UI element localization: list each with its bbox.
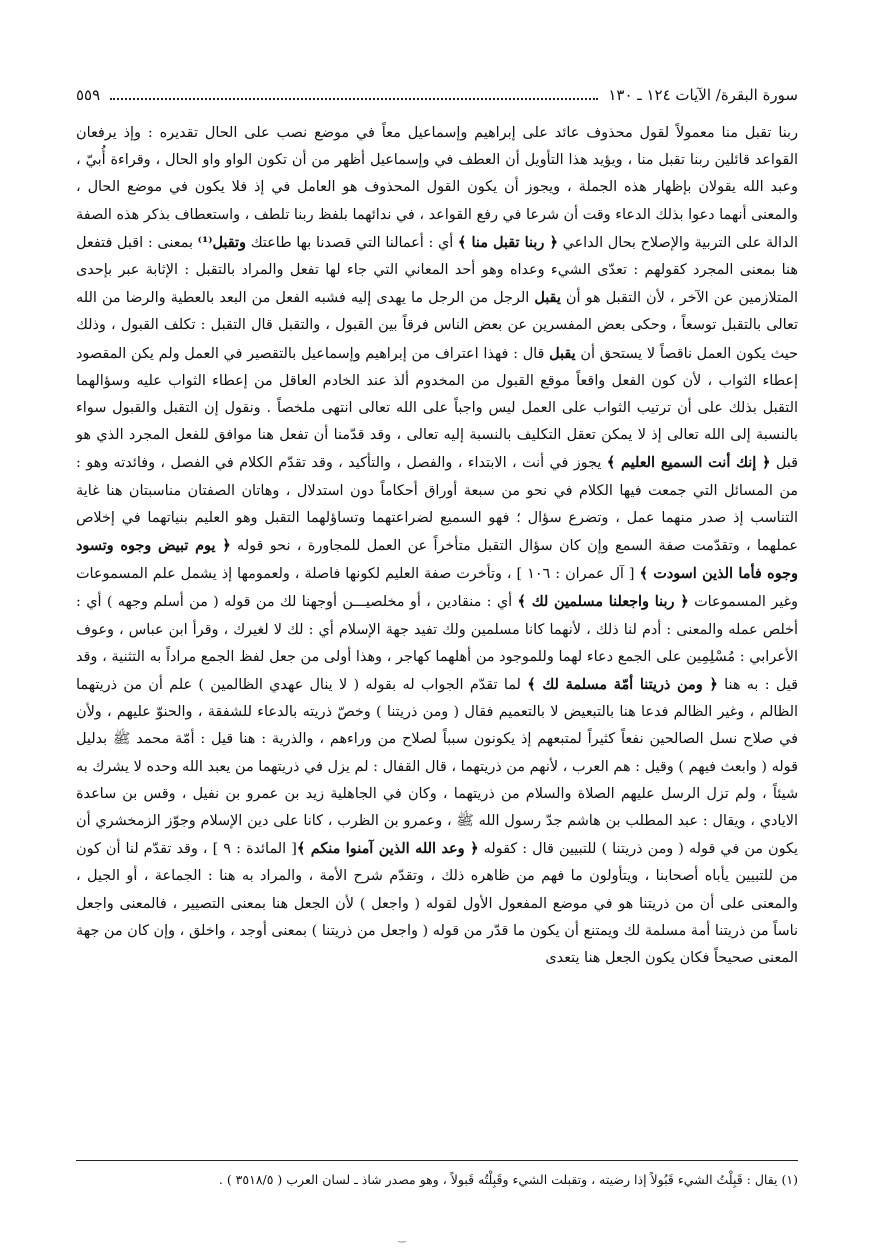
quran-phrase: ﴿ ربنا تقبل منا ﴾ [457, 233, 558, 251]
quran-phrase: وتقبل⁽¹⁾ [197, 233, 247, 251]
footnote: (١) يقال : قَبِلْتُ الشيء قَبُولاً إذا رضيته ، وتقبلت الشيء وقَبِلْتُه قَبولاً ، وهو مصدر شاذ ـ لسان العرب ( ٣٥١٨/٥ ) . [218, 1172, 798, 1187]
text-segment: أي : منقادين ، أو مخلصيـــن أوجهنا لك من قوله ( من أسلم وجهه ) أي : أخلص عمله والمعنى : أدم لنا ذلك ، لأنهما كانا مسلمين ولك تفيد جهة الإسلام أي : لك لا لغيرك ، وقرأ ابن عباس ، وعوف الأعرابي : مُسْلِمِين على الجمع دعاء لهما وللموجود من أهلهما كهاجر ، وهذا أولى من جعل لفظ الجمع مراداً به التثنية ، وقد قيل : به هنا [76, 594, 798, 694]
quran-phrase: ﴿ إنك أنت السميع العليم ﴾ [606, 454, 771, 472]
footnote-separator [76, 1160, 798, 1161]
text-segment: لما تقدّم الجواب له بقوله ( لا ينال عهدي الظالمين ) علم أن من ذريتهما الظالم ، وغير الظالم فدعا هنا بالتبعيض لا بالتعميم فقال ( ومن ذريتنا ) وخصّ ذريته بالدعاء للشفقة ، والحنوّ عليهم ، ولأن في صلاح نسل الصالحين نفعاً كثيراً لمتبعهم إذ يكونون سبباً لصلاح من وراءهم ، والذرية : هنا قيل : أمّة محمد ﷺ بدليل قوله ( وابعث فيهم ) وقيل : هم العرب ، لأنهم من ذريتهما ، قال القفال : لم يزل في ذريتهما من يعبد الله وحده لا يشرك به شيئاً ، ولم تزل الرسل عليهم الصلاة والسلام من ذريتهما ، وكان في الجاهلية زيد بن عمرو بن نفيل ، وقس بن ساعدة الايادي ، ويقال : عبد المطلب بن هاشم جدّ رسول الله ﷺ ، وعمرو بن الظرب ، كانا على دين الإسلام وجوّز الزمخشري أن يكون من في قوله ( ومن ذريتنا ) للتبيين قال : كقوله [76, 677, 798, 858]
text-segment: [ المائدة : ٩ ] ، وقد تقدّم لنا أن كون من للتبيين يأباه أصحابنا ، ويتأولون ما فهم من ظاهره ذلك ، وتقدّم شرح الأمة ، والمراد به هنا : الجماعة ، أو الجيل ، والمعنى على أن من ذريتنا هو في موضع المفعول الأول لقوله ( واجعل ) لأن الجعل هنا بمعنى التصيير ، فالمعنى واجعل ناساً من ذريتنا أمة مسلمة لك ويمتنع أن يكون ما قدّر من قوله ( واجعل من ذريتنا ) بمعنى أوجد ، واخلق ، وإن كان من جهة المعنى صحيحاً فكان يكون الجعل هنا يتعدى [76, 841, 798, 967]
page-number: ٥٥٩ [76, 86, 101, 104]
quran-phrase: ﴿ يوم تبيض وجوه وتسود وجوه فأما الذين اسودت ﴾ [76, 537, 798, 583]
quran-phrase: ﴿ ربنا واجعلنا مسلمين لك ﴾ [517, 593, 689, 611]
text-segment: يجوز في أنت ، الابتداء ، والفصل ، والتأكيد ، وقد تقدّم الكلام في الفصل ، وفائدته وهو : من المسائل التي جمعت فيها الكلام في نحو من سبعة أوراق أحكاماً دون استدلال ، وهاتان الصفتان مناسبتان هنا غاية التناسب إذ صدر منهما عمل ، وتضرع سؤال ؛ فهو السميع لضراعتهما وتساؤلهما التقبل وهو العليم بنياتهما في إخلاص عملهما ، وتقدّمت صفة السمع وإن كان سؤال التقبل متأخراً عن العمل للمجاورة ، نحو قوله [76, 455, 798, 555]
text-segment: قال : فهذا اعتراف من إبراهيم وإسماعيل بالتقصير في العمل ولم يكن المقصود إعطاء الثواب ، لأن كون الفعل واقعاً موقع القبول من المخدوم ألذ عند الخادم العاقل من إعطاء الثواب عليه وسؤالهما التقبل بذلك على أن ترتيب الثواب على العمل ليس واجباً على الله تعالى انتهى ملخصاً . ونقول إن التقبل والقبول سواء بالنسبة إلى الله تعالى إذ لا يمكن تعقل التكليف بالنسبة إليه تعالى ، وقد قدّمنا أن تفعل هنا موافق للفعل المجرد الذي هو قبل [76, 345, 798, 472]
scan-mark: ‿ [398, 1232, 407, 1243]
quran-phrase: ﴿ ومن ذريتنا أمّة مسلمة لك ﴾ [527, 676, 718, 694]
text-segment: أي : أعمالنا التي قصدنا بها طاعتك [246, 234, 458, 251]
text-segment: ربنا تقبل منا معمولاً لقول محذوف عائد على إبراهيم وإسماعيل معاً في موضع نصب على الحال تقديره : وإذ يرفعان القواعد قائلين ربنا تقبل منا ، ويؤيد هذا التأويل أن العطف في وإسماعيل أظهر من أن تكون الواو واو الحال ، وقراءة أُبيّ ، وعبد الله يقولان بإظهار هذه الجملة ، ويجوز أن يكون القول المحذوف هو العامل في إذ فلا يكون في موضع الحال ، والمعنى أنهما دعوا بذلك الدعاء وقت أن شرعا في رفع القواعد ، في ندائهما بلفظ ربنا تلطف ، واستعطاف بذكر هذه الصفة الدالة على التربية والإصلاح بحال الداعي [76, 125, 798, 251]
tafsir-paragraph [76, 120, 798, 972]
quran-phrase: يقبل [549, 344, 576, 362]
quran-phrase: يقبل [534, 289, 561, 307]
text-segment: الرجل من الرجل ما يهدى إليه فشبه الفعل من البعد بالعطية والرضا من الله تعالى بالتقبل توسعاً ، وحكى بعض المفسرين عن بعض الناس فرقاً بين القبول ، والتقبل قال التقبل : تكلف القبول ، وذلك حيث يكون العمل ناقصاً لا يستحق أن [76, 290, 798, 362]
header-title: سورة البقرة/ الآيات ١٢٤ ـ ١٣٠ [608, 86, 798, 104]
running-header [76, 84, 798, 106]
main-text [76, 120, 798, 972]
text-segment: [ آل عمران : ١٠٦ ] ، وتأخرت صفة العليم لكونها فاصلة ، ولعمومها إذ يشمل علم المسموعات وغير المسموعات [76, 566, 799, 611]
dotted-leader [110, 98, 598, 100]
text-segment: بمعنى : اقبل فتفعل هنا بمعنى المجرد كقولهم : تعدّى الشيء وعداه وهو أحد المعاني التي جاء لها تفعل والمراد بالتقبل : الإثابة عبر بإحدى المتلازمين عن الآخر ، لأن التقبل هو أن [76, 234, 798, 307]
quran-phrase: ﴿ وعد الله الذين آمنوا منكم ﴾ [296, 840, 479, 858]
